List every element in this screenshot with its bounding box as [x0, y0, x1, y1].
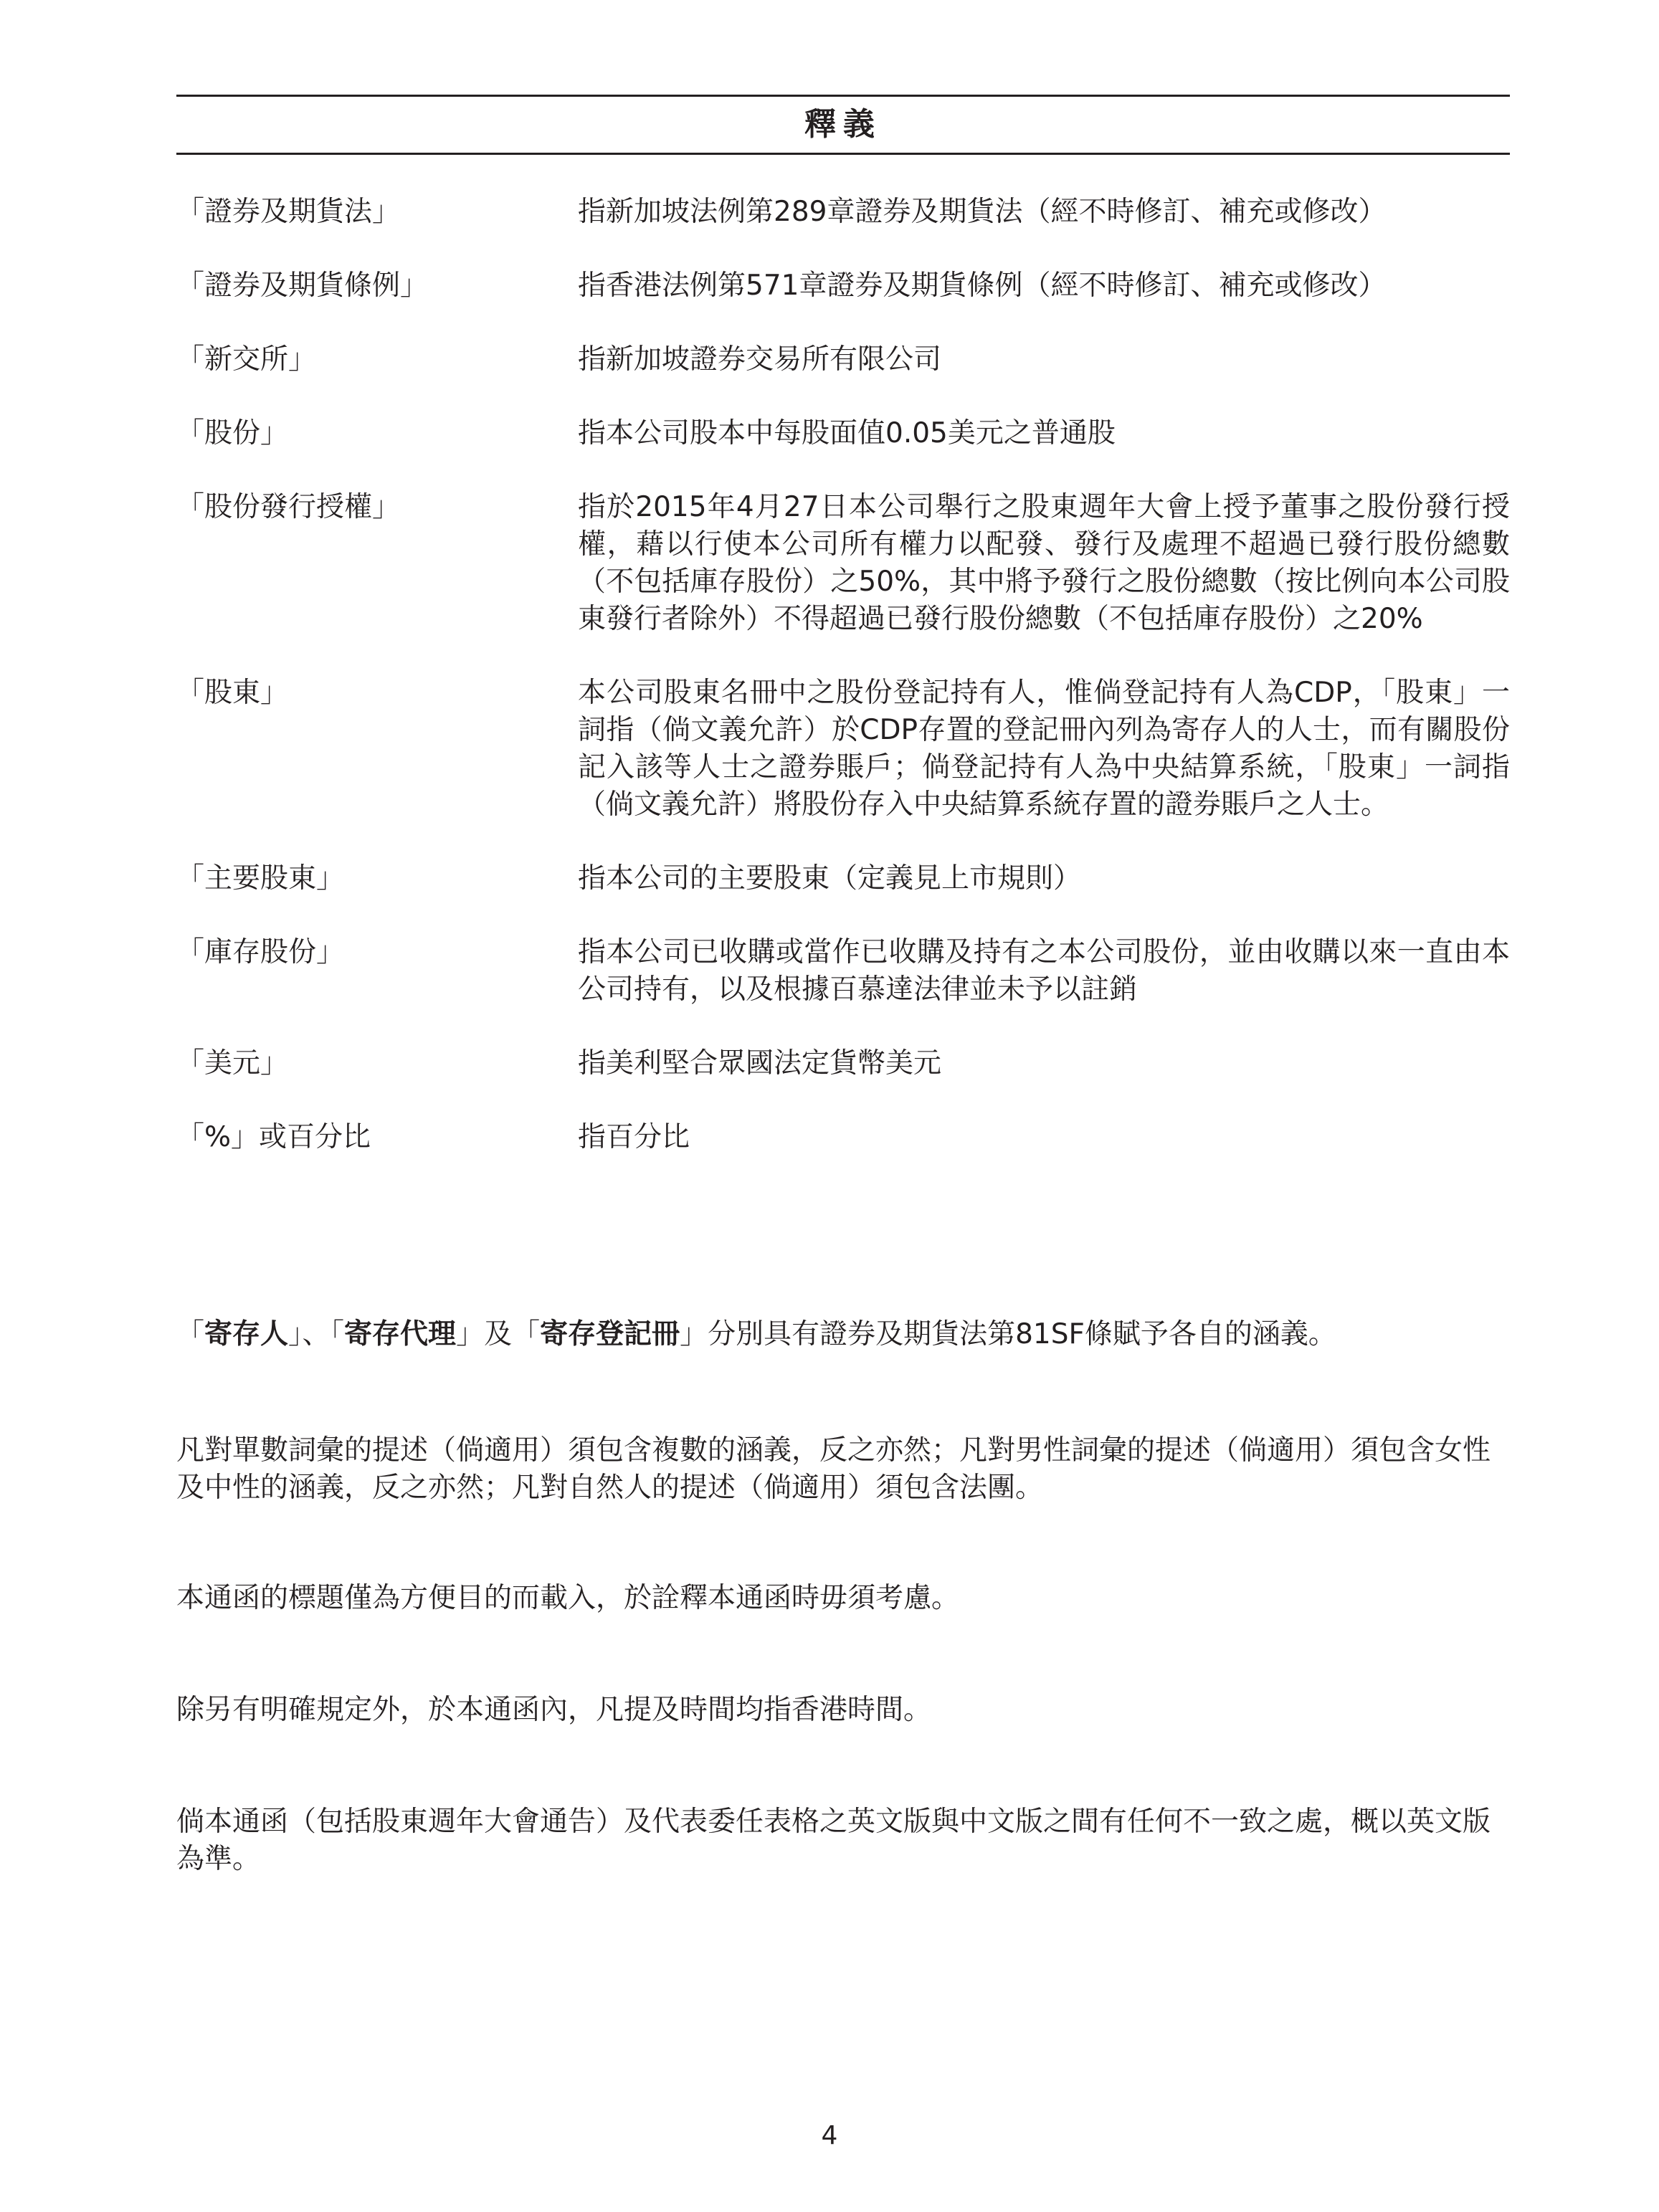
- definition-term: 「新交所」: [176, 343, 317, 376]
- definition-meaning: 指香港法例第571章證券及期貨條例（經不時修訂、補充或修改）: [578, 270, 1387, 302]
- definition-term: 「主要股東」: [176, 862, 345, 895]
- definition-row: [176, 860, 1510, 897]
- definition-row: [176, 267, 1510, 305]
- quote-mark: 」、「: [288, 1318, 345, 1350]
- language-paragraph: 倘本通函（包括股東週年大會通告）及代表委任表格之英文版與中文版之間有任何不一致之處，概以英文版為準。: [176, 1806, 1491, 1875]
- page-number: 4: [821, 2121, 838, 2150]
- interpretation-paragraph: 凡對單數詞彙的提述（倘適用）須包含複數的涵義，反之亦然；凡對男性詞彙的提述（倘適用）須包含女性及中性的涵義，反之亦然；凡對自然人的提述（倘適用）須包含法團。: [176, 1434, 1491, 1504]
- page-title: 釋義: [804, 106, 882, 143]
- definition-meaning: 指百分比: [578, 1121, 690, 1153]
- bold-term: 寄存登記冊: [540, 1318, 680, 1350]
- bold-term: 寄存人: [204, 1318, 289, 1350]
- definition-meaning: 指本公司已收購或當作已收購及持有之本公司股份，並由收購以來一直由本公司持有，以及根據百慕達法律並未予以註銷: [578, 936, 1510, 1006]
- definition-term: 「股份發行授權」: [176, 491, 401, 523]
- definitions-list: [176, 194, 1510, 1193]
- definition-meaning: 指於2015年4月27日本公司舉行之股東週年大會上授予董事之股份發行授權，藉以行使本公司所有權力以配發、發行及處理不超過已發行股份總數（不包括庫存股份）之50%，其中將予發行之股份總數（按比例向本公司股東發行者除外）不得超過已發行股份總數（不包括庫存股份）之20%: [578, 491, 1510, 635]
- definition-term: 「美元」: [176, 1047, 289, 1079]
- quote-mark: 「: [176, 1318, 205, 1350]
- definition-row: [176, 341, 1510, 378]
- definition-term: 「%」或百分比: [176, 1121, 371, 1153]
- definition-term: 「證券及期貨法」: [176, 196, 401, 228]
- definition-term: 「庫存股份」: [176, 936, 345, 968]
- time-paragraph: 除另有明確規定外，於本通函內，凡提及時間均指香港時間。: [176, 1694, 932, 1726]
- paragraph-tail: 」分別具有證券及期貨法第81SF條賦予各自的涵義。: [680, 1318, 1336, 1350]
- definition-meaning: 指美利堅合眾國法定貨幣美元: [578, 1047, 942, 1079]
- depositor-terms-paragraph: [176, 1316, 1510, 1353]
- definition-term: 「股東」: [176, 677, 289, 709]
- definition-meaning: 指本公司的主要股東（定義見上市規則）: [578, 862, 1082, 895]
- definition-row: [176, 415, 1510, 452]
- definition-meaning: 指新加坡法例第289章證券及期貨法（經不時修訂、補充或修改）: [578, 196, 1387, 228]
- bold-term: 寄存代理: [344, 1318, 457, 1350]
- definition-row: [176, 489, 1510, 638]
- headings-paragraph: 本通函的標題僅為方便目的而載入，於詮釋本通函時毋須考慮。: [176, 1582, 960, 1614]
- definition-meaning: 指本公司股本中每股面值0.05美元之普通股: [578, 417, 1116, 449]
- definition-row: [176, 934, 1510, 1009]
- definition-meaning: 指新加坡證券交易所有限公司: [578, 343, 942, 376]
- definition-term: 「證券及期貨條例」: [176, 270, 429, 302]
- quote-mark: 」及「: [456, 1318, 541, 1350]
- definition-row: [176, 194, 1510, 231]
- definition-row: [176, 1045, 1510, 1082]
- definition-row: [176, 1119, 1510, 1156]
- definition-term: 「股份」: [176, 417, 289, 449]
- definition-meaning: 本公司股東名冊中之股份登記持有人，惟倘登記持有人為CDP，「股東」一詞指（倘文義允許）於CDP存置的登記冊內列為寄存人的人士，而有關股份記入該等人士之證券賬戶；倘登記持有人為中央結算系統，「股東」一詞指（倘文義允許）將股份存入中央結算系統存置的證券賬戶之人士。: [578, 677, 1510, 821]
- definition-row: [176, 674, 1510, 824]
- header-rule-top: [176, 95, 1510, 97]
- header-rule-bottom: [176, 153, 1510, 155]
